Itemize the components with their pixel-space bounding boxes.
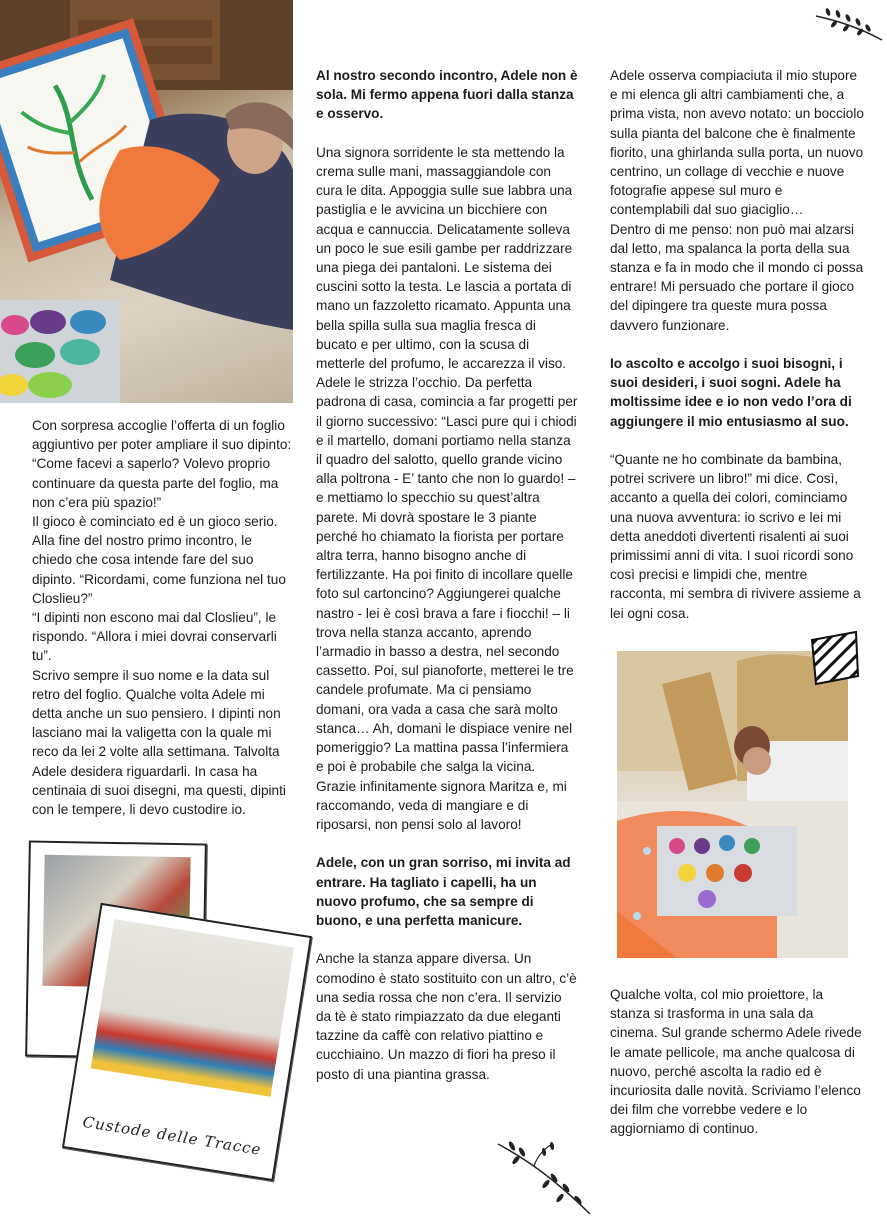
paragraph: “Quante ne ho combinate da bambina, potrei scrivere un libro!” mi dice. Così, accanto a quella dei colori, cominciamo una nuova avventura: io scrivo e lei mi detta aneddoti divertenti risalenti ai suoi primissimi anni di vita. I suoi ricordi sono così precisi e limpidi che, mentre racconta, mi sembra di rivivere assieme a lei ogni cosa. [610, 452, 861, 621]
column-middle-text [316, 66, 578, 1103]
polaroid-photo-front [62, 903, 312, 1181]
paragraph: Con sorpresa accoglie l’offerta di un foglio aggiuntivo per poter ampliare il suo dipinto: “Come facevi a saperlo? Volevo proprio continuare da questa parte del foglio, ma non c’era più spazio!” Il gioco è cominciato ed è un gioco serio. Alla fine del nostro primo incontro, le chiedo che cosa intende fare del suo dipinto. “Ricordami, come funziona nel tuo Closlieu?” “I dipinti non escono mai dal Closlieu”, le rispondo. “Allora i miei dovrai conservarli tu”. Scrivo sempre il suo nome e la data sul retro del foglio. Qualche volta Adele mi detta anche un suo pensiero. I dipinti non lasciano mai la valigetta con la quale mi reco da lei 2 volte alla settimana. Talvolta Adele desidera riguardarli. In casa ha centinaia di suoi disegni, ma questi, dipinti con le tempere, li devo custodire io. [32, 418, 292, 818]
column-right-text [610, 66, 864, 642]
photo-bed-illustration [617, 651, 848, 958]
paragraph-bold: Al nostro secondo incontro, Adele non è sola. Mi fermo appena fuori dalla stanza e osservo. [316, 68, 578, 122]
striped-tape-icon [806, 630, 862, 686]
striped-tape-decoration [806, 630, 862, 686]
paragraph-bold: Io ascolto e accolgo i suoi bisogni, i suoi desideri, i suoi sogni. Adele ha moltissime idee e io non vedo l’ora di aggiungere il mio entusiasmo al suo. [610, 356, 852, 429]
sprig-decoration-bottom [494, 1138, 596, 1218]
column-right-text-bottom [610, 985, 864, 1158]
sprig-icon [494, 1138, 596, 1218]
photo-adele-in-bed [617, 651, 848, 958]
sprig-decoration-top [812, 2, 884, 42]
photo-painting-illustration [0, 0, 293, 403]
paragraph: Anche la stanza appare diversa. Un comodino è stato sostituito con un altro, c’è una sedia rossa che non c’era. Il servizio da tè è stato rimpiazzato da due eleganti tazzine da caffè con relativo piattino e cucchiaino. Un mazzo di fiori ha preso il posto di una piantina grassa. [316, 951, 577, 1082]
paragraph: Una signora sorridente le sta mettendo la crema sulle mani, massaggiandole con cura le dita. Appoggia sulle sue labbra una pastiglia e le avvicina un bicchiere con acqua e cannuccia. Delicatamente solleva un poco le sue esili gambe per raddrizzare una piega dei pantaloni. Le sistema dei cuscini sotto la testa. Le lascia a portata di mano un fazzoletto ricamato. Appunta una bella spilla sulla sua maglia fresca di bucato e per ultimo, con la scusa di metterle del profumo, le accarezza il viso. Adele le strizza l’occhio. Da perfetta padrona di casa, comincia a far progetti per il giorno successivo: “Lasci pure qui i chiodi e il martello, domani portiamo nella stanza il quadro del salotto, quello grande vicino alla poltrona - E’ tanto che non lo guardo! – e mettiamo lo specchio su quest’altra parete. Mi dovrà spostare le 3 piante perché ho chiamato la fiorista per portare altra terra, hanno bisogno anche di fertilizzante. Ha poi finito di incollare quelle foto sul cartoncino? Aggiungerei qualche nastro - lei è così brava a fare i fiocchi! – li trova nella stanza accanto, aprendo l’armadio in basso a destra, nel secondo cassetto. Poi, sul pianoforte, metterei le tre candele profumate. Ma ci pensiamo domani, ora vada a casa che sarà molto stanca… Ah, domani le dispiace venire nel pomeriggio? La mattina passa l’infermiera e poi è probabile che salga la vicina. Grazie infinitamente signora Maritza e, mi raccomando, veda di mangiare e di riposarsi, non pensi solo al lavoro! [316, 144, 578, 832]
paragraph: Qualche volta, col mio proiettore, la stanza si trasforma in una sala da cinema. Sul grande schermo Adele rivede le amate pellicole, ma anche qualcosa di nuovo, perché ascolta la radio ed è incuriosita dalle novità. Scriviamo l’elenco dei film che vorrebbe vedere e lo aggiorniamo di continuo. [610, 987, 862, 1137]
paragraph: Adele osserva compiaciuta il mio stupore e mi elenca gli altri cambiamenti che, a prima vista, non avevo notato: un bocciolo sulla pianta del balcone che è finalmente fiorito, una ghirlanda sulla porta, un nuovo centrino, un collage di vecchie e nuove fotografie appese sul muro e contemplabili dal suo giaciglio… Dentro di me penso: non può mai alzarsi dal letto, ma spalanca la porta della sua stanza e fa in modo che il mondo ci possa entrare! Mi persuado che portare il gioco del dipingere tra queste mura possa davvero funzionare. [610, 68, 864, 333]
column-left-text [32, 416, 294, 838]
sprig-icon [812, 2, 884, 42]
photo-painting-scene [0, 0, 293, 403]
polaroid-caption: Custode delle Tracce [81, 1112, 263, 1159]
paragraph-bold: Adele, con un gran sorriso, mi invita ad entrare. Ha tagliato i capelli, ha un nuovo profumo, che sa sempre di buono, e una perfetta manicure. [316, 855, 571, 928]
polaroid-image [91, 919, 294, 1097]
